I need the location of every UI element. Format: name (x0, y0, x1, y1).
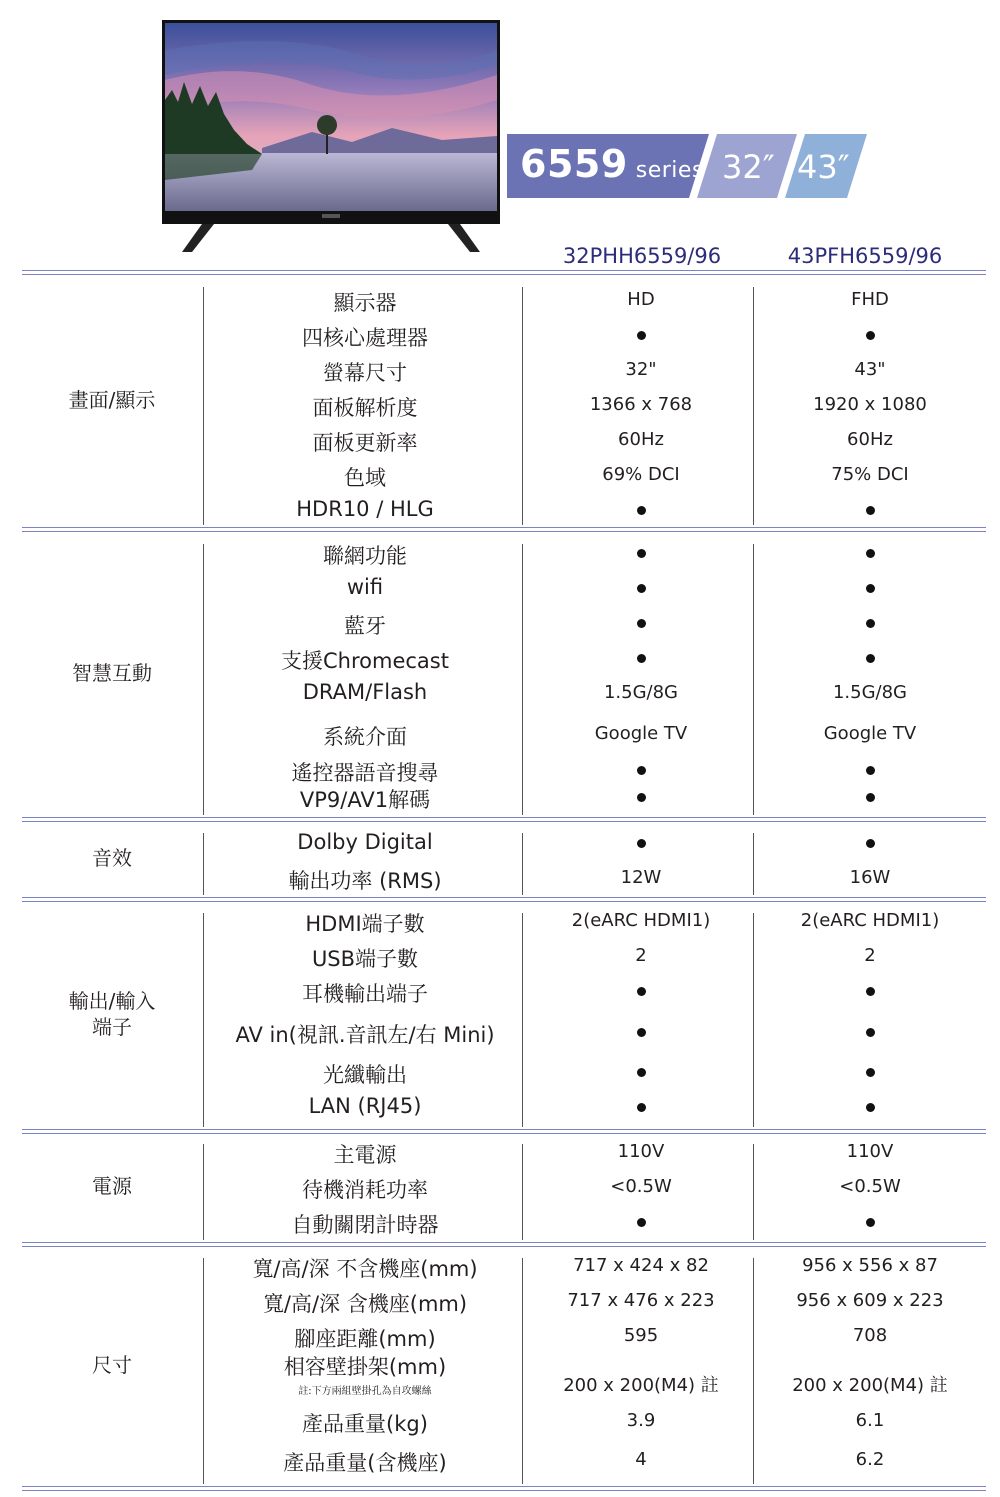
value-43: 1920 x 1080 (813, 394, 927, 415)
spec-label: 藍牙 (344, 614, 386, 638)
column-divider (203, 833, 204, 895)
value-43: 16W (849, 867, 891, 888)
value-43: 1.5G/8G (832, 682, 908, 703)
value-32-supported (526, 612, 756, 633)
check-dot-icon (637, 331, 646, 340)
value-32: 32" (625, 359, 657, 380)
spec-label: 相容壁掛架(mm) (283, 1355, 447, 1379)
value-43: 43" (854, 359, 886, 380)
spec-label: 四核心處理器 (302, 326, 428, 350)
value-32: <0.5W (610, 1176, 672, 1197)
value-32: HD (627, 289, 655, 310)
value-32: 717 x 424 x 82 (573, 1255, 709, 1276)
spec-label: 系統介面 (323, 725, 407, 749)
check-dot-icon (866, 584, 875, 593)
spec-label: 寬/高/深 含機座(mm) (262, 1292, 468, 1316)
value-32: 2(eARC HDMI1) (571, 910, 711, 931)
group-separator (22, 527, 986, 532)
group-label-line: 智慧互動 (72, 661, 152, 685)
spec-label: 面板解析度 (312, 396, 418, 420)
value-32-supported (526, 647, 756, 668)
column-divider (203, 1258, 204, 1484)
check-dot-icon (866, 1103, 875, 1112)
size-tag-32: 32″ (722, 148, 775, 186)
value-43-supported (755, 786, 985, 807)
group-label (22, 660, 202, 686)
check-dot-icon (866, 839, 875, 848)
spec-label: 輸出功率 (RMS) (288, 869, 442, 893)
value-32-supported (526, 786, 756, 807)
check-dot-icon (637, 506, 646, 515)
value-32-supported (526, 324, 756, 345)
spec-label: 耳機輸出端子 (302, 982, 428, 1006)
value-32: 12W (620, 867, 662, 888)
series-number: 6559 (520, 142, 628, 186)
spec-label: 聯網功能 (323, 544, 407, 568)
spec-label: 待機消耗功率 (302, 1178, 428, 1202)
spec-label: 寬/高/深 不含機座(mm) (252, 1257, 478, 1281)
spec-label: 光纖輸出 (323, 1063, 407, 1087)
spec-label: LAN (RJ45) (308, 1094, 422, 1118)
spec-label: 支援Chromecast (281, 649, 449, 673)
spec-label: 腳座距離(mm) (294, 1327, 436, 1351)
value-32: Google TV (594, 723, 688, 744)
group-label-line: 電源 (92, 1173, 132, 1198)
spec-label: 產品重量(kg) (302, 1412, 428, 1436)
check-dot-icon (637, 584, 646, 593)
spec-label: 顯示器 (333, 291, 397, 315)
group-separator (22, 1242, 986, 1247)
value-32-supported (526, 499, 756, 520)
value-43: 708 (852, 1325, 888, 1346)
spec-label: AV in(視訊.音訊左/右 Mini) (235, 1023, 495, 1047)
spec-label: HDR10 / HLG (296, 497, 434, 521)
check-dot-icon (637, 654, 646, 663)
value-43-supported (755, 499, 985, 520)
check-dot-icon (637, 766, 646, 775)
value-43: 60Hz (847, 429, 893, 450)
value-32: 1366 x 768 (589, 394, 693, 415)
check-dot-icon (866, 793, 875, 802)
value-32-supported (526, 542, 756, 563)
value-32: 3.9 (626, 1410, 656, 1431)
group-separator (22, 817, 986, 822)
check-dot-icon (637, 839, 646, 848)
value-43: <0.5W (839, 1176, 901, 1197)
spec-label: Dolby Digital (297, 830, 433, 854)
check-dot-icon (866, 619, 875, 628)
group-separator (22, 1486, 986, 1491)
spec-label: USB端子數 (311, 947, 419, 971)
value-32: 60Hz (618, 429, 664, 450)
spec-label: 面板更新率 (312, 431, 418, 455)
value-43-supported (755, 1061, 985, 1082)
group-label (22, 1173, 202, 1199)
value-32-supported (526, 1061, 756, 1082)
value-43: 75% DCI (831, 464, 909, 485)
check-dot-icon (866, 1068, 875, 1077)
value-43-supported (755, 1096, 985, 1117)
value-32-supported (526, 577, 756, 598)
value-32: 200 x 200(M4) 註 (563, 1375, 719, 1396)
model-header-32: 32PHH6559/96 (562, 244, 722, 268)
group-label (22, 988, 202, 1040)
value-43-supported (755, 577, 985, 598)
value-43-supported (755, 759, 985, 780)
value-43-supported (755, 832, 985, 853)
value-43-supported (755, 647, 985, 668)
value-32-supported (526, 1021, 756, 1042)
spec-label: 自動關閉計時器 (291, 1213, 439, 1237)
value-32-supported (526, 980, 756, 1001)
tv-product-image (162, 20, 500, 256)
group-label (22, 1352, 202, 1378)
spec-label: 螢幕尺寸 (323, 361, 407, 385)
check-dot-icon (866, 987, 875, 996)
check-dot-icon (866, 549, 875, 558)
spec-label: DRAM/Flash (302, 680, 428, 704)
spec-label: 色域 (344, 466, 386, 490)
series-word: series (635, 158, 704, 183)
value-32-supported (526, 832, 756, 853)
value-43: FHD (851, 289, 889, 310)
value-43: 200 x 200(M4) 註 (792, 1375, 948, 1396)
check-dot-icon (866, 766, 875, 775)
spec-label: VP9/AV1解碼 (299, 788, 431, 812)
value-43: 6.2 (855, 1449, 885, 1470)
value-43-supported (755, 324, 985, 345)
check-dot-icon (637, 987, 646, 996)
check-dot-icon (866, 1028, 875, 1037)
spec-label: wifi (346, 575, 384, 599)
group-label-line: 輸出/輸入 (68, 988, 156, 1013)
series-title (520, 142, 704, 186)
spec-label: 遙控器語音搜尋 (291, 761, 439, 785)
value-43-supported (755, 542, 985, 563)
group-label-line: 音效 (92, 845, 132, 870)
value-32: 1.5G/8G (603, 682, 679, 703)
group-label-line: 畫面/顯示 (68, 387, 156, 412)
group-separator (22, 897, 986, 902)
value-43-supported (755, 1211, 985, 1232)
value-32: 595 (623, 1325, 659, 1346)
model-header-43: 43PFH6559/96 (787, 244, 943, 268)
spec-note: 註:下方兩組壁掛孔為自攻螺絲 (298, 1386, 432, 1397)
column-divider (203, 1144, 204, 1240)
value-43-supported (755, 980, 985, 1001)
value-43: 110V (846, 1141, 894, 1162)
size-tag-43: 43″ (797, 148, 850, 186)
check-dot-icon (866, 506, 875, 515)
value-32: 69% DCI (602, 464, 680, 485)
group-label (22, 387, 202, 413)
value-32-supported (526, 1211, 756, 1232)
table-top-rule (22, 270, 986, 275)
check-dot-icon (637, 793, 646, 802)
group-label-line: 尺寸 (92, 1352, 132, 1377)
check-dot-icon (637, 619, 646, 628)
column-divider (203, 287, 204, 525)
value-43: 956 x 556 x 87 (802, 1255, 938, 1276)
value-43: 2 (864, 945, 876, 966)
group-label-line: 端子 (92, 1014, 132, 1039)
check-dot-icon (866, 331, 875, 340)
value-32-supported (526, 1096, 756, 1117)
value-43-supported (755, 1021, 985, 1042)
check-dot-icon (637, 549, 646, 558)
column-divider (203, 544, 204, 815)
value-32: 4 (635, 1449, 647, 1470)
check-dot-icon (637, 1103, 646, 1112)
value-43: 6.1 (855, 1410, 885, 1431)
value-32: 717 x 476 x 223 (567, 1290, 715, 1311)
value-43: 956 x 609 x 223 (796, 1290, 944, 1311)
check-dot-icon (637, 1218, 646, 1227)
value-43: 2(eARC HDMI1) (800, 910, 940, 931)
check-dot-icon (866, 654, 875, 663)
value-32: 110V (617, 1141, 665, 1162)
column-divider (203, 913, 204, 1127)
spec-label: HDMI端子數 (305, 912, 425, 936)
group-separator (22, 1129, 986, 1134)
check-dot-icon (637, 1068, 646, 1077)
value-43: Google TV (823, 723, 917, 744)
value-43-supported (755, 612, 985, 633)
check-dot-icon (866, 1218, 875, 1227)
spec-label: 主電源 (333, 1143, 397, 1167)
value-32: 2 (635, 945, 647, 966)
value-32-supported (526, 759, 756, 780)
spec-label: 產品重量(含機座) (283, 1451, 447, 1475)
group-label (22, 845, 202, 871)
check-dot-icon (637, 1028, 646, 1037)
